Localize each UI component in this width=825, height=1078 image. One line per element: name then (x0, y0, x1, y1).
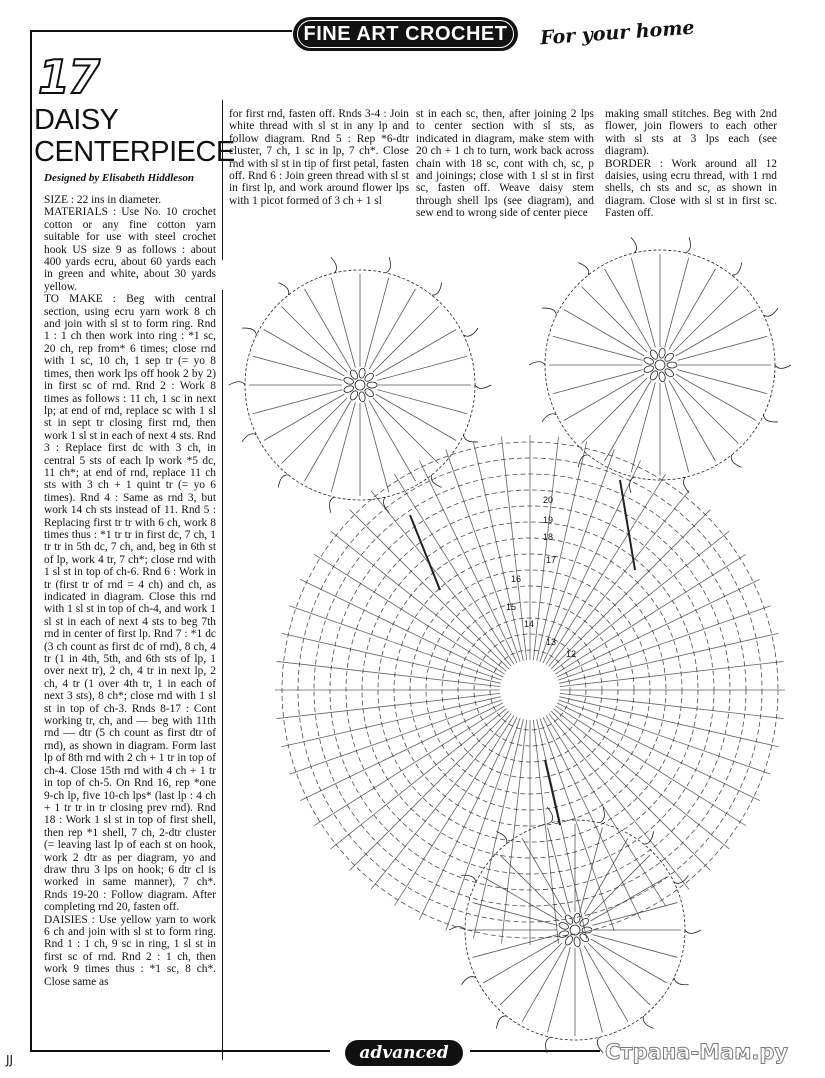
daisy-bottom-scallop (496, 1016, 506, 1029)
watermark: Страна-Мам.ру (605, 1040, 789, 1064)
mesh-spoke (419, 717, 517, 920)
daisy-right-petal (658, 371, 666, 382)
mesh-spoke (314, 706, 505, 826)
daisy-bottom-scallop (674, 978, 688, 985)
daisy-bottom-petal (573, 936, 581, 947)
round-number-label: 13 (546, 637, 557, 647)
daisy-right-spoke (582, 378, 648, 444)
daisy-left-spoke (331, 278, 355, 368)
daisy-right-spoke (677, 336, 767, 360)
daisy-bottom-petal (582, 927, 592, 933)
daisy-bottom-spoke (548, 947, 571, 1032)
mesh-spoke (300, 579, 503, 677)
daisy-bottom-scallop (547, 807, 553, 823)
daisy-bottom-spoke (580, 828, 603, 913)
daisy-bottom-spoke (580, 947, 603, 1032)
daisy-bottom-scallop (685, 930, 701, 933)
round-number-label: 18 (543, 532, 554, 542)
daisy-right-scallop (529, 362, 545, 365)
round-number-label: 12 (566, 649, 577, 659)
daisy-bottom-scallop (461, 977, 475, 985)
daisy-right-scallop (542, 308, 556, 315)
daisy-right-spoke (582, 287, 648, 353)
daisy-right-spoke (665, 382, 689, 472)
pattern-number: 17 (38, 50, 99, 104)
daisy-left-scallop (386, 257, 391, 273)
daisy-left-spoke (377, 356, 467, 380)
difficulty-badge: advanced (345, 1040, 463, 1066)
mesh-spoke (350, 510, 509, 669)
round-number-label: 16 (511, 574, 522, 584)
paragraph: TO MAKE : Beg with central section, using ecru yarn work 8 ch and join with sl st to form ring. Rnd 1 : 1 ch then work into ring : *1 sc, 20 ch, rep from* 6 times; close rnd with 1 sc, 10 ch, 1 sep tr (= yo 8 times, then work lps off hook 2 by 2) in first sc of rnd. Rnd 2 : Work 8 times as follows : 11 ch, 1 sc in next lp; at end of rnd, replace sc with 1 sl st in sept tr closing first rnd, then work 1 sl st in each of next 4 sts. Rnd 3 : Replace first dc with 3 ch, in central 5 sts of each lp work *5 dc, 11 ch*; at end of rnd, replace 11 ch sts with 3 ch + 1 quint tr (= yo 6 times). Rnd 4 : Same as rnd 3, but work 14 ch sts instead of 11. Rnd 5 : Replacing first tr tr with 6 ch, work 8 times thus : *1 tr tr in first dc, 7 ch, 1 tr tr in 5th dc, 7 ch, and, beg in 6th st of lp, work 4 tr, 7 ch*; close rnd with 1 sl st in top of ch-6. Rnd 6 : Work in tr (first tr of rnd = 4 ch) and ch, as indicated in diagram. Close this rnd with 1 sl st in top of ch-4, and work 1 sl st in each of next 4 sts to beg 7th rnd in center of first lp. Rnd 7 : *1 dc (3 ch count as first dc of rnd), 8 ch, 4 tr (1 in 4th, 5th, and 6th sts of lp, 1 over next tr), 2 ch, 4 tr in next lp, 2 ch, 4 tr (1 over 4th tr, 1 in each of next 3 sts), 8 ch*; close rnd with 1 sl st in top of ch-3. Rnds 8-17 : Cont working tr, ch, and — beg with 11th rnd — dtr (5 ch count as first dtr of rnd), as shown in diagram. Form last lp of 8th rnd with 2 ch + 1 tr in top of ch-4. Close 15th rnd with 4 ch + 1 tr in top of ch-5. On Rnd 16, rep *one 9-ch lp, five 10-ch lps* (last lp : 4 ch + 1 tr tr in tr closing prev rnd). Rnd 18 : Work 1 sl st in top of first shell, then rep *1 shell, 7 ch, 2-dtr cluster (= leaving last lp of each st on hook, work 2 dtr as per diagram, yo and draw thru 3 lps on hook; 6 dtr cl is worked in same manner), 7 ch*. Rnds 19-20 : Follow diagram. After completing rnd 20, fasten off. (44, 293, 216, 914)
daisy-bottom-spoke (592, 935, 677, 958)
daisy-left-spoke (331, 402, 355, 492)
mesh-spoke (394, 715, 514, 906)
round-number-label: 14 (524, 619, 535, 629)
mesh-spoke (419, 460, 517, 663)
mesh-spoke (277, 693, 501, 718)
daisy-bottom-scallop (599, 807, 604, 823)
daisy-right-scallop (732, 263, 742, 276)
daisy-right-petal (658, 348, 666, 359)
daisy-left-scallop (475, 385, 491, 388)
daisy-right-spoke (665, 258, 689, 348)
daisy-left-spoke (377, 390, 467, 414)
mesh-spoke (300, 703, 503, 801)
round-number-label: 15 (506, 602, 517, 612)
daisy-left-scallop (431, 475, 441, 488)
mesh-spoke (350, 711, 509, 870)
mesh-spoke (551, 510, 710, 669)
daisy-bottom-scallop (597, 1037, 603, 1053)
magazine-title: FINE ART CROCHET (303, 23, 508, 45)
daisy-bottom-spoke (473, 903, 558, 926)
daisy-bottom-spoke (500, 855, 562, 917)
title-line: CENTERPIECE (34, 136, 235, 168)
daisy-left-spoke (373, 398, 439, 464)
daisy-right-scallop (764, 415, 778, 422)
daisy-right-scallop (629, 477, 634, 493)
mesh-spoke (533, 437, 558, 661)
daisy-left-spoke (365, 402, 389, 492)
page-mark: JJ (6, 1053, 14, 1067)
daisy-left-scallop (464, 328, 478, 336)
daisy-right-spoke (673, 287, 739, 353)
paragraph: making small stitches. Beg with 2nd flower, join flowers to each other with sl sts at 3 lps each (see diagram). (605, 108, 777, 158)
daisy-left-scallop (464, 435, 478, 442)
daisy-bottom-spoke (500, 943, 562, 1005)
daisy-right-scallop (578, 263, 588, 276)
mesh-spoke (560, 693, 784, 718)
daisy-right-spoke (631, 382, 655, 472)
mesh-spoke (501, 437, 526, 661)
paragraph: st in each sc, then, after joining 2 lps to center section with sl sts, as indicated in diagram, make stem with 20 ch + 1 ch to turn, work back across chain with 18 sc, cont with ch, sc, p and joinings; close with 1 sl st in first sc, fasten off. Weave daisy stem through shell lps (see diagram), and sew end to wrong side of center piece (416, 108, 594, 220)
daisy-left-scallop (278, 475, 288, 488)
daisy-left-petal (367, 382, 377, 388)
mesh-spoke (501, 720, 526, 944)
daisy-right-spoke (673, 378, 739, 444)
daisy-right-petal (667, 362, 677, 368)
mesh-spoke (557, 703, 760, 801)
daisy-right-scallop (542, 414, 556, 422)
daisy-right-scallop (631, 237, 637, 253)
daisy-left-spoke (282, 307, 348, 373)
section-title: For your home (539, 16, 696, 50)
daisy-right-spoke (553, 336, 643, 360)
daisy-left-scallop (432, 283, 442, 296)
daisy-right-center (655, 360, 665, 370)
daisy-right-scallop (764, 308, 778, 316)
daisy-left-scallop (242, 328, 256, 335)
paragraph: SIZE : 22 ins in diameter. (44, 194, 162, 206)
mesh-spoke (543, 460, 641, 663)
daisy-bottom-spoke (592, 903, 677, 926)
daisy-stem (620, 480, 635, 570)
daisy-right-spoke (553, 370, 643, 394)
paragraph: for first rnd, fasten off. Rnds 3-4 : Join white thread with sl st in any lp and follow diagram. Rnd 5 : Rep *6-dtr cluster, 7 ch, 1 sc in lp, 7 ch*. Close rnd with sl st in tip of first petal, fasten off. Rnd 6 : Join green thread with sl st in first lp, and work around flower lps with 1 picot formed of 3 ch + 1 sl (229, 108, 409, 207)
round-number-label: 17 (546, 555, 557, 565)
round-number-label: 20 (543, 495, 554, 505)
mesh-spoke (314, 554, 505, 674)
daisy-left-scallop (242, 434, 256, 442)
daisy-left-petal (358, 391, 366, 402)
daisy-right-scallop (775, 365, 791, 368)
daisy-right-scallop (686, 237, 691, 253)
daisy-bottom-spoke (588, 943, 650, 1005)
daisy-right-spoke (631, 258, 655, 348)
paragraph: MATERIALS : Use No. 10 crochet cotton or any fine cotton yarn suitable for use with steel crochet hook US size 9 as follows : about 400 yards ecru, about 60 yards each in green and white, about 30 yards yellow. (44, 206, 216, 293)
daisy-stem (410, 515, 440, 590)
mesh-spoke (277, 661, 501, 686)
daisy-left-spoke (365, 278, 389, 368)
daisy-left-scallop (229, 382, 245, 385)
daisy-right-scallop (731, 455, 741, 468)
daisy-bottom-petal (573, 913, 581, 924)
mesh-spoke (555, 706, 746, 826)
daisy-bottom-scallop (643, 1016, 653, 1029)
mesh-spoke (557, 579, 760, 677)
paragraph: BORDER : Work around all 12 daisies, using ecru thread, with 1 rnd shells, ch sts and sc, as shown in diagram. Close with sl st in first sc. Fasten off. (605, 157, 777, 220)
daisy-left-spoke (253, 356, 343, 380)
daisy-left-spoke (373, 307, 439, 373)
daisy-bottom-scallop (546, 1037, 551, 1053)
daisy-right-spoke (677, 370, 767, 394)
daisy-left-scallop (329, 497, 334, 513)
mesh-spoke (558, 700, 770, 774)
daisy-left-spoke (253, 390, 343, 414)
title-line: DAISY (34, 104, 119, 136)
designer-credit: Designed by Elisabeth Hiddleson (44, 172, 195, 184)
mesh-spoke (560, 661, 784, 686)
paragraph: DAISIES : Use yellow yarn to work 6 ch and join with sl st to form ring. Rnd 1 : 1 ch, 9 sc in ring, 1 sl st in first sc of rnd. Rnd 2 : 1 ch, then work 9 times thus : *1 sc, 8 ch*. Close same as (44, 913, 216, 988)
mesh-spoke (555, 554, 746, 674)
daisy-bottom-scallop (496, 831, 506, 844)
daisy-left-spoke (282, 398, 348, 464)
daisy-left-scallop (331, 257, 337, 273)
daisy-left-petal (358, 368, 366, 379)
daisy-bottom-spoke (588, 855, 650, 917)
mesh-spoke (289, 700, 501, 774)
mesh-spoke (546, 474, 666, 665)
daisy-left-scallop (278, 283, 288, 296)
daisy-bottom-spoke (473, 935, 558, 958)
daisy-left-center (355, 380, 365, 390)
daisy-right-scallop (683, 477, 689, 493)
round-number-label: 19 (543, 515, 554, 525)
